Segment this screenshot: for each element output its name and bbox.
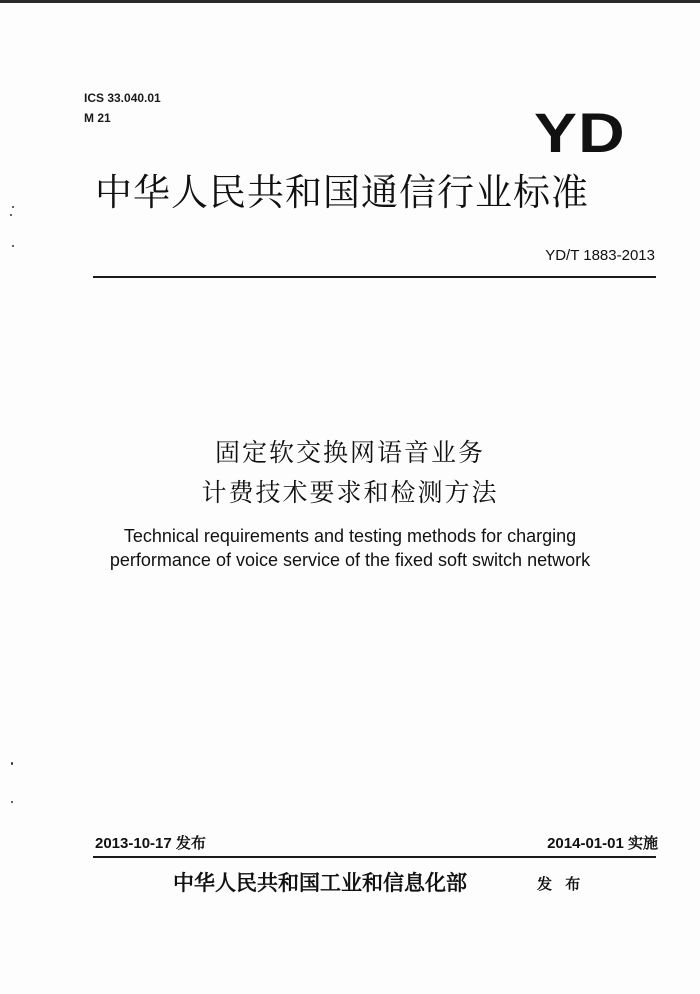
- issue-date: 2013-10-17 发布: [95, 835, 206, 852]
- english-title-line-1: Technical requirements and testing methods for charging: [123, 526, 577, 546]
- issuing-authority-suffix: 发 布: [537, 875, 585, 893]
- scan-speck: [11, 801, 13, 803]
- header-divider: [93, 276, 656, 278]
- footer-divider: [93, 856, 656, 858]
- top-border-line: [0, 0, 700, 3]
- yd-logo-mark: YD: [534, 101, 626, 164]
- chinese-title-line-2: 计费技术要求和检测方法: [201, 478, 499, 507]
- english-title-line-2: performance of voice service of the fixed soft switch network: [109, 550, 591, 570]
- standard-number: YD/T 1883-2013: [545, 247, 655, 264]
- ccs-code: M 21: [84, 111, 111, 125]
- scan-speck: [12, 245, 14, 247]
- scan-speck: [11, 762, 13, 765]
- chinese-title-line-1: 固定软交换网语音业务: [214, 438, 485, 467]
- implementation-date: 2014-01-01 实施: [547, 835, 658, 852]
- ics-code: ICS 33.040.01: [84, 91, 161, 105]
- issuing-authority: 中华人民共和国工业和信息化部: [173, 870, 467, 895]
- scan-speck: [10, 214, 12, 216]
- industry-standard-title: 中华人民共和国通信行业标准: [95, 171, 589, 214]
- scan-speck: [12, 206, 14, 208]
